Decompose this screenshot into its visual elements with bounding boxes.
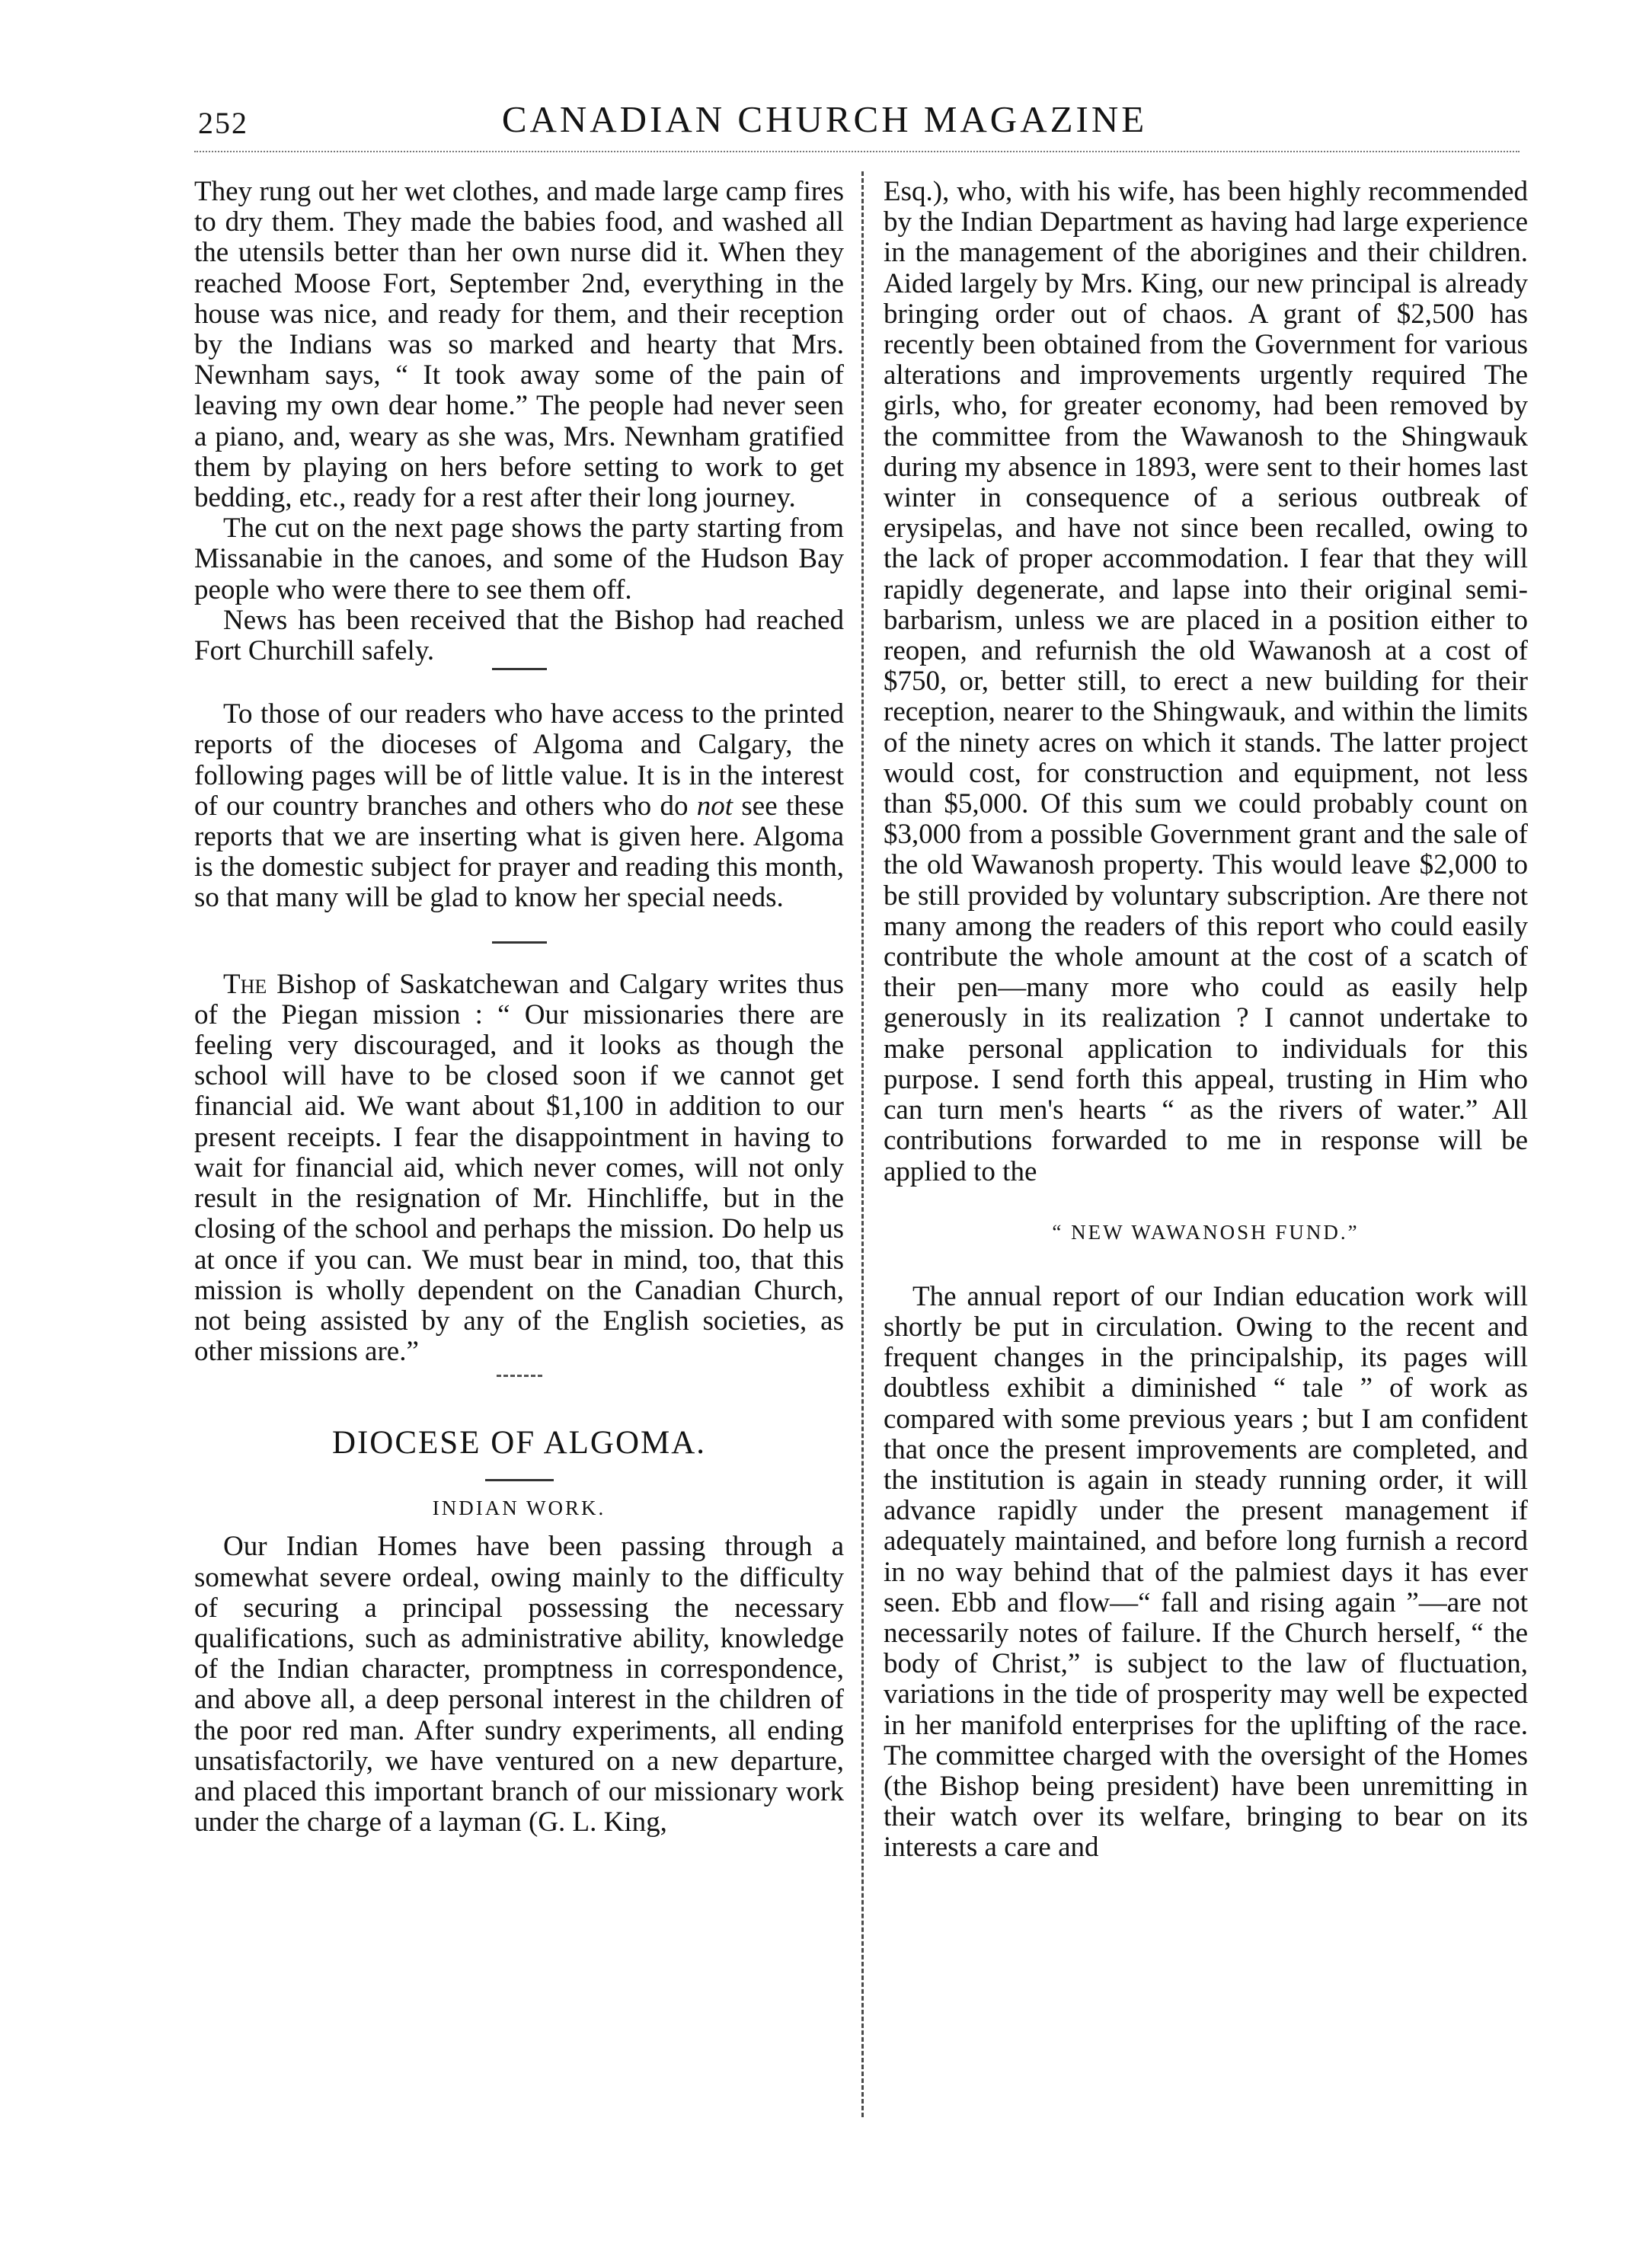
paragraph: They rung out her wet clothes, and made large camp fires to dry them. They made the babies food, and washed all the utensils better than her own nurse did it. When they reached Moose Fort, September 2nd, everything in the house was nice, and ready for them, and their reception by the Indians was so marked and hearty that Mrs. Newnham says, “ It took away some of the pain of leaving my own dear home.” The people had never seen a piano, and, weary as she was, Mrs. Newnham gratified them by playing on hers before setting to work to get bedding, etc., ready for a rest after their long journey.: [194, 176, 844, 514]
text-run: Bishop of Saskatchewan and Calgary writes thus of the Piegan mission : “ Our missionaries there are feeling very discouraged, and it looks as though the school will have to be closed soon if we cannot get financial aid. We want about $1,100 in addition to our present receipts. I fear the disappointment in having to wait for financial aid, which never comes, will not only result in the resignation of Mr. Hinchliffe, but in the closing of the school and perhaps the mission. Do help us at once if you can. We must bear in mind, too, that this mission is wholly dependent on the Canadian Church, not being assisted by any of the English societies, as other missions are.”: [194, 968, 844, 1368]
section-title: DIOCESE OF ALGOMA.: [331, 1425, 707, 1461]
header-rule: [194, 151, 1520, 152]
paragraph: The annual report of our Indian education work will shortly be put in circulation. Owing to the recent and frequent changes in the principalship, its pages will doubtless exhibit a diminished “ tale ” of work as compared with some previous years ; but I am confident that once the present improvements are completed, and the institution is again in steady running order, it will advance rapidly under the present management if adequately maintained, and before long furnish a record in no way behind that of the palmiest days it has ever seen. Ebb and flow—“ fall and rising again ”—are not necessarily notes of failure. If the Church herself, “ the body of Christ,” is subject to the law of fluctuation, variations in the tide of prosperity may well be expected in her manifold enterprises for the uplifting of the race. The committee charged with the oversight of the Homes (the Bishop being president) have been unremitting in their watch over its welfare, bringing to bear on its interests a care and: [884, 1280, 1528, 1864]
running-head: CANADIAN CHURCH MAGAZINE: [501, 98, 1148, 140]
emphasis: not: [696, 790, 733, 822]
paragraph: [194, 699, 844, 913]
separator-rule: [492, 941, 547, 944]
section-subhead: INDIAN WORK.: [432, 1497, 606, 1520]
fund-heading: “ NEW WAWANOSH FUND.”: [1052, 1220, 1360, 1244]
title-rule: [485, 1479, 554, 1481]
paragraph: Esq.), who, with his wife, has been highly recommended by the Indian Department as having had large experience in the management of the aborigines and their children. Aided largely by Mrs. King, our new principal is already bringing order out of chaos. A grant of $2,500 has recently been obtained from the Government for various alterations and improvements urgently required The girls, who, for greater economy, had been removed by the committee from the Wawanosh to the Shingwauk during my absence in 1893, were sent to their homes last winter in consequence of a serious outbreak of erysipelas, and have not since been recalled, owing to the lack of proper accommodation. I fear that they will rapidly degenerate, and lapse into their original semi-barbarism, unless we are placed in a position either to reopen, and refurnish the old Wawanosh at a cost of $750, or, better still, to erect a new building for their reception, nearer to the Shingwauk, and within the limits of the ninety acres on which it stands. The latter project would cost, for construction and equipment, not less than $5,000. Of this sum we could probably count on $3,000 from a possible Government grant and the sale of the old Wawanosh property. This would leave $2,000 to be still provided by voluntary subscription. Are there not many among the readers of this report who could easily contribute the whole amount at the cost of a scatch of their pen—many more who could as easily help generously in its realization ? I cannot undertake to make personal application to individuals for this purpose. I send forth this appeal, trusting in Him who can turn men's hearts “ as the rivers of water.” All contributions forwarded to me in response will be applied to the: [884, 176, 1528, 1187]
paragraph: The cut on the next page shows the party starting from Missanabie in the canoes, and some of the Hudson Bay people who were there to see them off.: [194, 513, 844, 605]
page-number: 252: [198, 106, 248, 140]
separator-rule: [497, 1375, 542, 1377]
right-column: [884, 177, 1528, 1864]
column-divider: [861, 171, 864, 2117]
paragraph: [194, 969, 844, 1368]
paragraph: Our Indian Homes have been passing through a somewhat severe ordeal, owing mainly to the difficulty of securing a principal possessing the necessary qualifications, such as administrative ability, knowledge of the Indian character, promptness in correspondence, and above all, a deep personal interest in the children of the poor red man. After sundry experiments, all ending unsatisfactorily, we have ventured on a new departure, and placed this important branch of our missionary work under the charge of a layman (G. L. King,: [194, 1531, 844, 1838]
text-run: To those of our readers who have access to the printed reports of the dioceses of Algoma and Calgary, the following pages will be of little value. It is in the interest of our country branches and others who do: [194, 698, 844, 822]
text-run: The: [223, 968, 267, 1000]
paragraph: News has been received that the Bishop had reached Fort Churchill safely.: [194, 604, 844, 667]
text-run: see these reports that we are inserting what is given here. Algoma is the domestic subject for prayer and reading this month, so that many will be glad to know her special needs.: [194, 790, 844, 914]
separator-rule: [492, 668, 547, 670]
left-column: [194, 177, 844, 1838]
